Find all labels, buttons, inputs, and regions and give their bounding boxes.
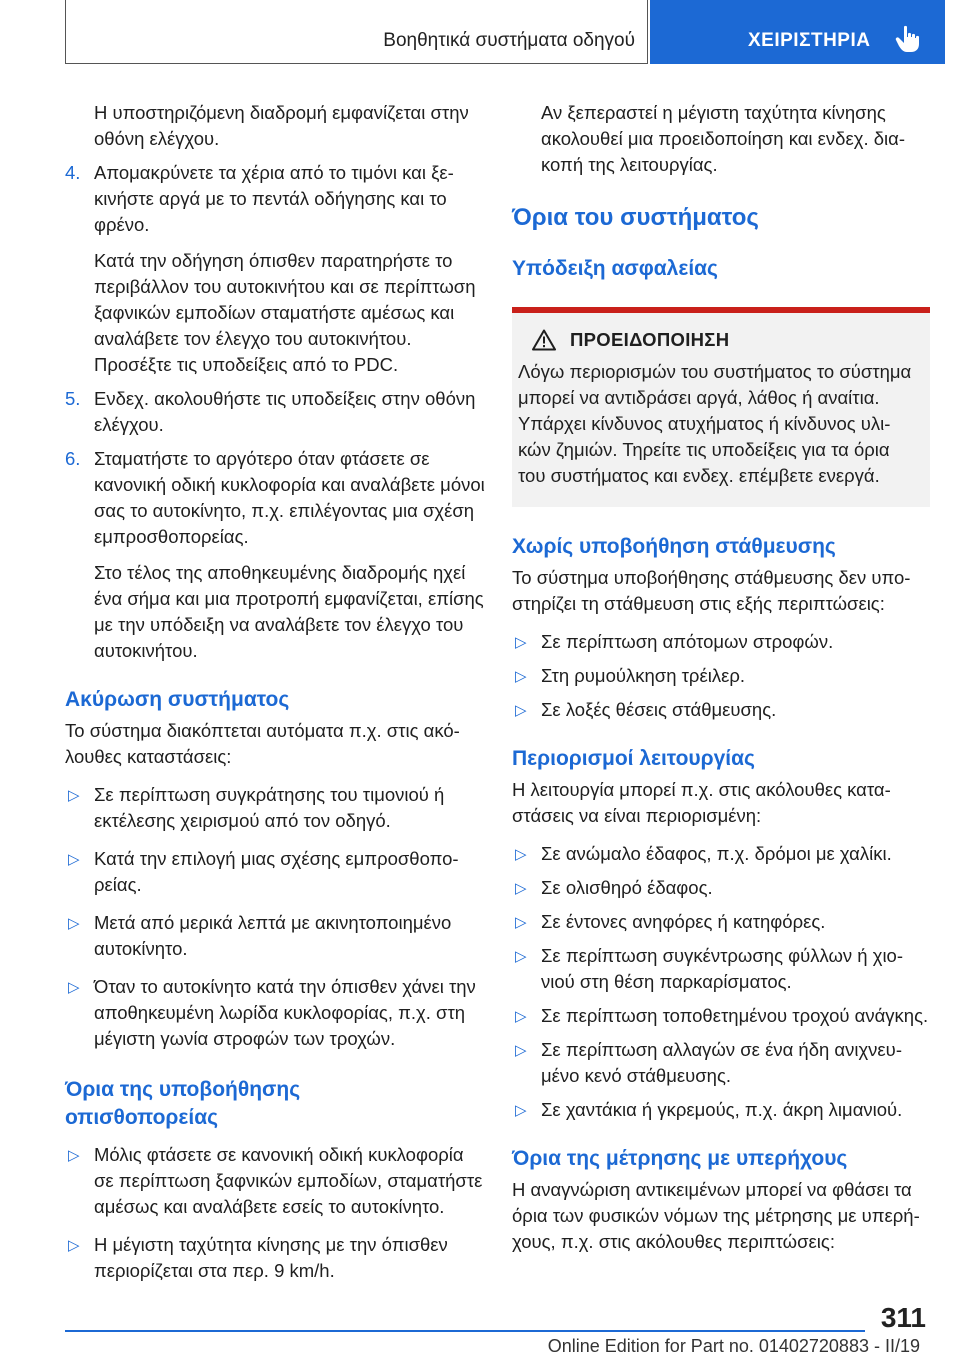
warning-title: ΠΡΟΕΙΔΟΠΟΙΗΣΗ <box>570 329 730 350</box>
list-item-text: Σε ολισθηρό έδαφος. <box>541 877 713 898</box>
paragraph: Το σύστημα διακόπτεται αυτόματα π.χ. στις ακόλουθες καταστάσεις: <box>65 720 460 767</box>
bullet-triangle-icon: ▷ <box>515 634 527 651</box>
footer-edition: Online Edition for Part no. 01402720883 - II/19 <box>547 1336 920 1356</box>
list-item <box>65 1232 485 1284</box>
bullet-triangle-icon: ▷ <box>515 914 527 931</box>
list-item <box>65 1142 485 1220</box>
bullet-triangle-icon: ▷ <box>68 787 80 804</box>
list-item-text: Σε περίπτωση συγκράτησης του τιμονιού ή εκτέλεσης χειρισμού από τον οδηγό. <box>94 784 445 831</box>
bullet-triangle-icon: ▷ <box>68 915 80 932</box>
list-item-text: Στη ρυμούλκηση τρέιλερ. <box>541 665 745 686</box>
list-item <box>512 943 930 995</box>
bullet-triangle-icon: ▷ <box>515 846 527 863</box>
step-5 <box>65 386 485 438</box>
warning-text: Λόγω περιορισμών του συστήματος το σύστημα μπορεί να αντιδράσει αργά, λάθος ή αναίτια. Υπάρχει κίνδυνος ατυχήματος ή κίνδυνος υλικών ζημιών. Τηρείτε τις υποδείξεις για τα όρια του συστήματος και ενδεχ. επέμβετε ενεργά. <box>518 361 912 486</box>
heading-cancel: Ακύρωση συστήματος <box>65 688 290 711</box>
list-item-text: Σε περίπτωση απότομων στροφών. <box>541 631 834 652</box>
list-item-text: Σε έντονες ανηφόρες ή κατηφόρες. <box>541 911 826 932</box>
paragraph: Το σύστημα υποβοήθησης στάθμευσης δεν υποστηρίζει τη στάθμευση στις εξής περιπτώσεις: <box>512 567 911 614</box>
list-item-text: Σε περίπτωση συγκέντρωσης φύλλων ή χιονιού στη θέση παρκαρίσματος. <box>541 945 904 992</box>
step-6 <box>65 446 485 550</box>
bullet-triangle-icon: ▷ <box>68 1237 80 1254</box>
list-item <box>512 629 930 655</box>
warning-triangle-icon <box>532 329 556 351</box>
paragraph: Η υποστηριζόμενη διαδρομή εμφανίζεται στην οθόνη ελέγχου. <box>94 102 469 149</box>
step-text: Απομακρύνετε τα χέρια από το τιμόνι και ξεκινήστε αργά με το πεντάλ οδήγησης και το φρένο. <box>94 162 454 235</box>
bullet-triangle-icon: ▷ <box>515 1102 527 1119</box>
bullet-triangle-icon: ▷ <box>515 1008 527 1025</box>
list-item <box>512 1037 930 1089</box>
list-item-text: Σε περίπτωση τοποθετημένου τροχού ανάγκης. <box>541 1005 929 1026</box>
step-number: 6. <box>65 448 81 469</box>
list-item-text: Η μέγιστη ταχύτητα κίνησης με την όπισθεν περιορίζεται στα περ. 9 km/h. <box>94 1234 448 1281</box>
list-item <box>65 974 485 1052</box>
list-item-text: Κατά την επιλογή μιας σχέσης εμπροσθοπορείας. <box>94 848 459 895</box>
heading-ultrasound-limits: Όρια της μέτρησης με υπερήχους <box>512 1147 848 1170</box>
left-column <box>65 100 485 1284</box>
right-column <box>512 100 930 1255</box>
bullet-triangle-icon: ▷ <box>515 702 527 719</box>
list-item <box>65 846 485 898</box>
warning-box <box>512 307 930 507</box>
paragraph: Η λειτουργία μπορεί π.χ. στις ακόλουθες καταστάσεις να είναι περιορισμένη: <box>512 779 891 826</box>
list-item <box>512 663 930 689</box>
heading-system-limits: Όρια του συστήματος <box>512 204 759 231</box>
list-item-text: Σε χαντάκια ή γκρεμούς, π.χ. άκρη λιμανιού. <box>541 1099 903 1120</box>
hand-pointer-icon <box>895 25 921 53</box>
list-item-text: Μόλις φτάσετε σε κανονική οδική κυκλοφορία σε περίπτωση ξαφνικών εμποδίων, σταματήστε αμέσως και αναλάβετε εσείς το αυτοκίνητο. <box>94 1144 483 1217</box>
paragraph: Αν ξεπεραστεί η μέγιστη ταχύτητα κίνησης ακολουθεί μια προειδοποίηση και ενδεχ. διακοπή της λειτουργίας. <box>541 102 905 175</box>
heading-limits-line2: οπισθοπορείας <box>65 1106 219 1129</box>
tab-controls-label[interactable]: ΧΕΙΡΙΣΤΗΡΙΑ <box>748 30 871 51</box>
list-item-text: Σε ανώμαλο έδαφος, π.χ. δρόμοι με χαλίκι. <box>541 843 892 864</box>
step-note: Στο τέλος της αποθηκευμένης διαδρομής ηχεί ένα σήμα και μια προτροπή εμφανίζεται, επίσης με την υπόδειξη να αναλάβετε τον έλεγχο του αυτοκινήτου. <box>94 562 484 661</box>
step-4 <box>65 160 485 238</box>
list-item-text: Σε λοξές θέσεις στάθμευσης. <box>541 699 777 720</box>
list-item <box>512 909 930 935</box>
footer-divider <box>65 1330 865 1332</box>
step-number: 4. <box>65 162 81 183</box>
list-item <box>512 697 930 723</box>
bullet-triangle-icon: ▷ <box>515 1042 527 1059</box>
bullet-triangle-icon: ▷ <box>68 851 80 868</box>
list-item-text: Μετά από μερικά λεπτά με ακινητοποιημένο αυτοκίνητο. <box>94 912 452 959</box>
list-item-text: Σε περίπτωση αλλαγών σε ένα ήδη ανιχνευμένο κενό στάθμευσης. <box>541 1039 902 1086</box>
bullet-triangle-icon: ▷ <box>515 948 527 965</box>
bullet-triangle-icon: ▷ <box>515 668 527 685</box>
heading-safety: Υπόδειξη ασφαλείας <box>512 257 718 280</box>
step-note: Κατά την οδήγηση όπισθεν παρατηρήστε το περιβάλλον του αυτοκινήτου και σε περίπτωση ξαφνικών εμποδίων σταματήστε αμέσως και αναλάβετε τον έλεγχο του αυτοκινήτου. Προσέξτε τις υποδείξεις από το PDC. <box>94 250 476 375</box>
bullet-triangle-icon: ▷ <box>68 1147 80 1164</box>
list-item <box>512 875 930 901</box>
step-text: Σταματήστε το αργότερο όταν φτάσετε σε κανονική οδική κυκλοφορία και αναλάβετε μόνοι σας το αυτοκίνητο, π.χ. επιλέγοντας μια σχέση εμπροσθοπορείας. <box>94 448 485 547</box>
section-title: Βοηθητικά συστήματα οδηγού <box>383 30 635 51</box>
paragraph: Η αναγνώριση αντικειμένων μπορεί να φθάσει τα όρια των φυσικών νόμων της μέτρησης με υπερήχους, π.χ. στις ακόλουθες περιπτώσεις: <box>512 1179 920 1252</box>
step-text: Ενδεχ. ακολουθήστε τις υποδείξεις στην οθόνη ελέγχου. <box>94 388 476 435</box>
list-item <box>65 782 485 834</box>
bullet-triangle-icon: ▷ <box>515 880 527 897</box>
step-number: 5. <box>65 388 81 409</box>
heading-no-parking-assist: Χωρίς υποβοήθηση στάθμευσης <box>512 535 836 558</box>
page-number: 311 <box>880 1302 926 1333</box>
heading-limits-line1: Όρια της υποβοήθησης <box>65 1078 301 1101</box>
bullet-triangle-icon: ▷ <box>68 979 80 996</box>
heading-function-limits: Περιορισμοί λειτουργίας <box>512 747 755 770</box>
list-item <box>65 910 485 962</box>
list-item-text: Όταν το αυτοκίνητο κατά την όπισθεν χάνει την αποθηκευμένη λωρίδα κυκλοφορίας, π.χ. στη μέγιστη γωνία στροφών των τροχών. <box>94 976 476 1049</box>
list-item <box>512 1003 930 1029</box>
list-item <box>512 1097 930 1123</box>
list-item <box>512 841 930 867</box>
warning-header <box>532 327 916 353</box>
